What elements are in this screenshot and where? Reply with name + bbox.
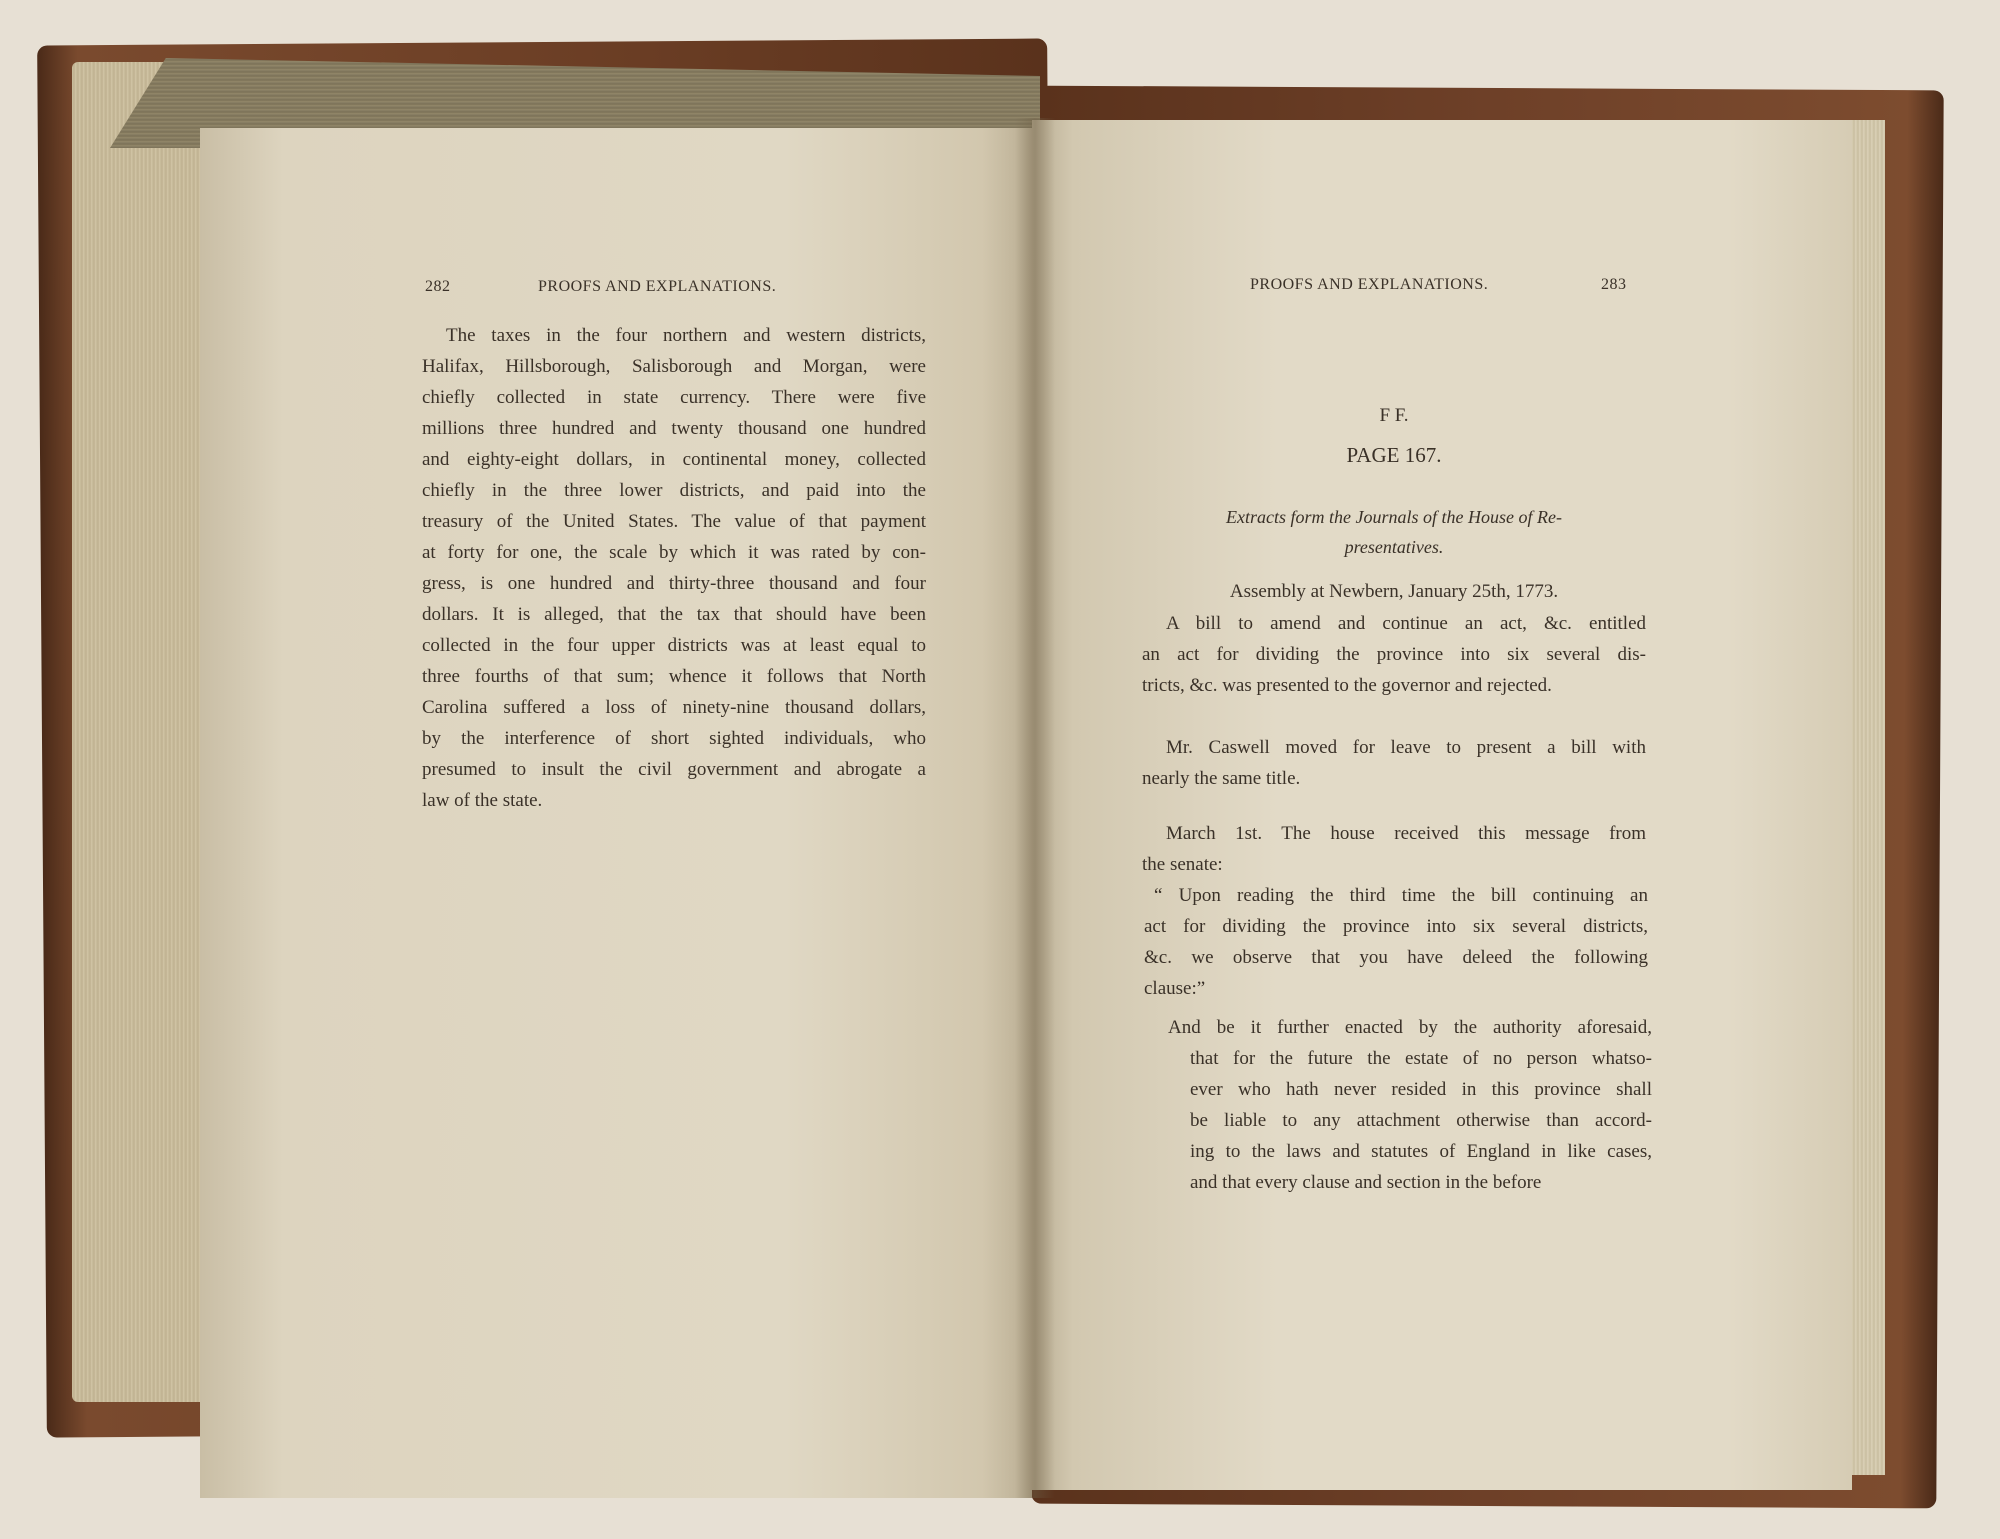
right-page-number: 283 [1601, 276, 1627, 293]
gutter [1015, 118, 1055, 1498]
left-page-edges [72, 62, 212, 1402]
paragraph-bill-rejected [1142, 608, 1646, 701]
text-line: treasury of the United States. The value of that payment [422, 511, 926, 532]
text-line: And be it further enacted by the authority aforesaid, [1168, 1017, 1652, 1038]
text-line: March 1st. The house received this message from [1166, 823, 1646, 844]
text-line: the senate: [1142, 854, 1223, 875]
text-line: an act for dividing the province into six several dis- [1142, 644, 1646, 665]
assembly-line: Assembly at Newbern, January 25th, 1773. [1229, 581, 1559, 602]
paragraph-caswell [1142, 732, 1646, 794]
text-line: “ Upon reading the third time the bill continuing an [1154, 885, 1648, 906]
text-line: clause:” [1144, 978, 1206, 999]
text-line: nearly the same title. [1142, 768, 1301, 789]
text-line: by the interference of short sighted individuals, who [422, 728, 926, 749]
text-line: Mr. Caswell moved for leave to present a bill with [1166, 737, 1646, 758]
text-line: &c. we observe that you have deleed the following [1144, 947, 1648, 968]
text-line: three fourths of that sum; whence it follows that North [422, 666, 926, 687]
text-line: chiefly collected in state currency. There were five [422, 387, 926, 408]
text-line: dollars. It is alleged, that the tax that should have been [422, 604, 926, 625]
left-paragraph [422, 320, 926, 816]
text-line: millions three hundred and twenty thousand one hundred [422, 418, 926, 439]
text-line: be liable to any attachment otherwise than accord- [1190, 1110, 1652, 1131]
section-mark: F F. [1379, 405, 1409, 426]
extract-title-line-1: Extracts form the Journals of the House of Re- [1226, 507, 1562, 527]
text-line: at forty for one, the scale by which it was rated by con- [422, 542, 926, 563]
paragraph-march-first [1142, 818, 1646, 880]
right-page [1032, 120, 1852, 1490]
extract-title-line-2: presentatives. [1344, 537, 1444, 557]
text-line: and eighty-eight dollars, in continental money, collected [422, 449, 926, 470]
right-running-head: PROOFS AND EXPLANATIONS. [1250, 276, 1489, 293]
text-line: collected in the four upper districts was at least equal to [422, 635, 926, 656]
left-page-number: 282 [425, 278, 451, 295]
text-line: A bill to amend and continue an act, &c. entitled [1166, 613, 1646, 634]
text-line: ing to the laws and statutes of England in like cases, [1190, 1141, 1652, 1162]
text-line: and that every clause and section in the before [1190, 1172, 1542, 1193]
paragraph-enacted-clause [1168, 1012, 1652, 1198]
text-line: Carolina suffered a loss of ninety-nine thousand dollars, [422, 697, 926, 718]
text-line: Halifax, Hillsborough, Salisborough and Morgan, were [422, 356, 926, 377]
text-line: tricts, &c. was presented to the governor and rejected. [1142, 675, 1552, 696]
page-reference: PAGE 167. [1346, 443, 1442, 467]
text-line: The taxes in the four northern and western districts, [446, 325, 926, 346]
text-line: that for the future the estate of no person whatso- [1190, 1048, 1652, 1069]
text-line: gress, is one hundred and thirty-three thousand and four [422, 573, 926, 594]
text-line: chiefly in the three lower districts, and paid into the [422, 480, 926, 501]
paragraph-senate-message [1144, 880, 1648, 1004]
left-running-head: PROOFS AND EXPLANATIONS. [538, 278, 777, 295]
text-line: presumed to insult the civil government and abrogate a [422, 759, 926, 780]
text-line: ever who hath never resided in this province shall [1190, 1079, 1652, 1100]
text-line: law of the state. [422, 790, 543, 811]
text-line: act for dividing the province into six several districts, [1144, 916, 1648, 937]
